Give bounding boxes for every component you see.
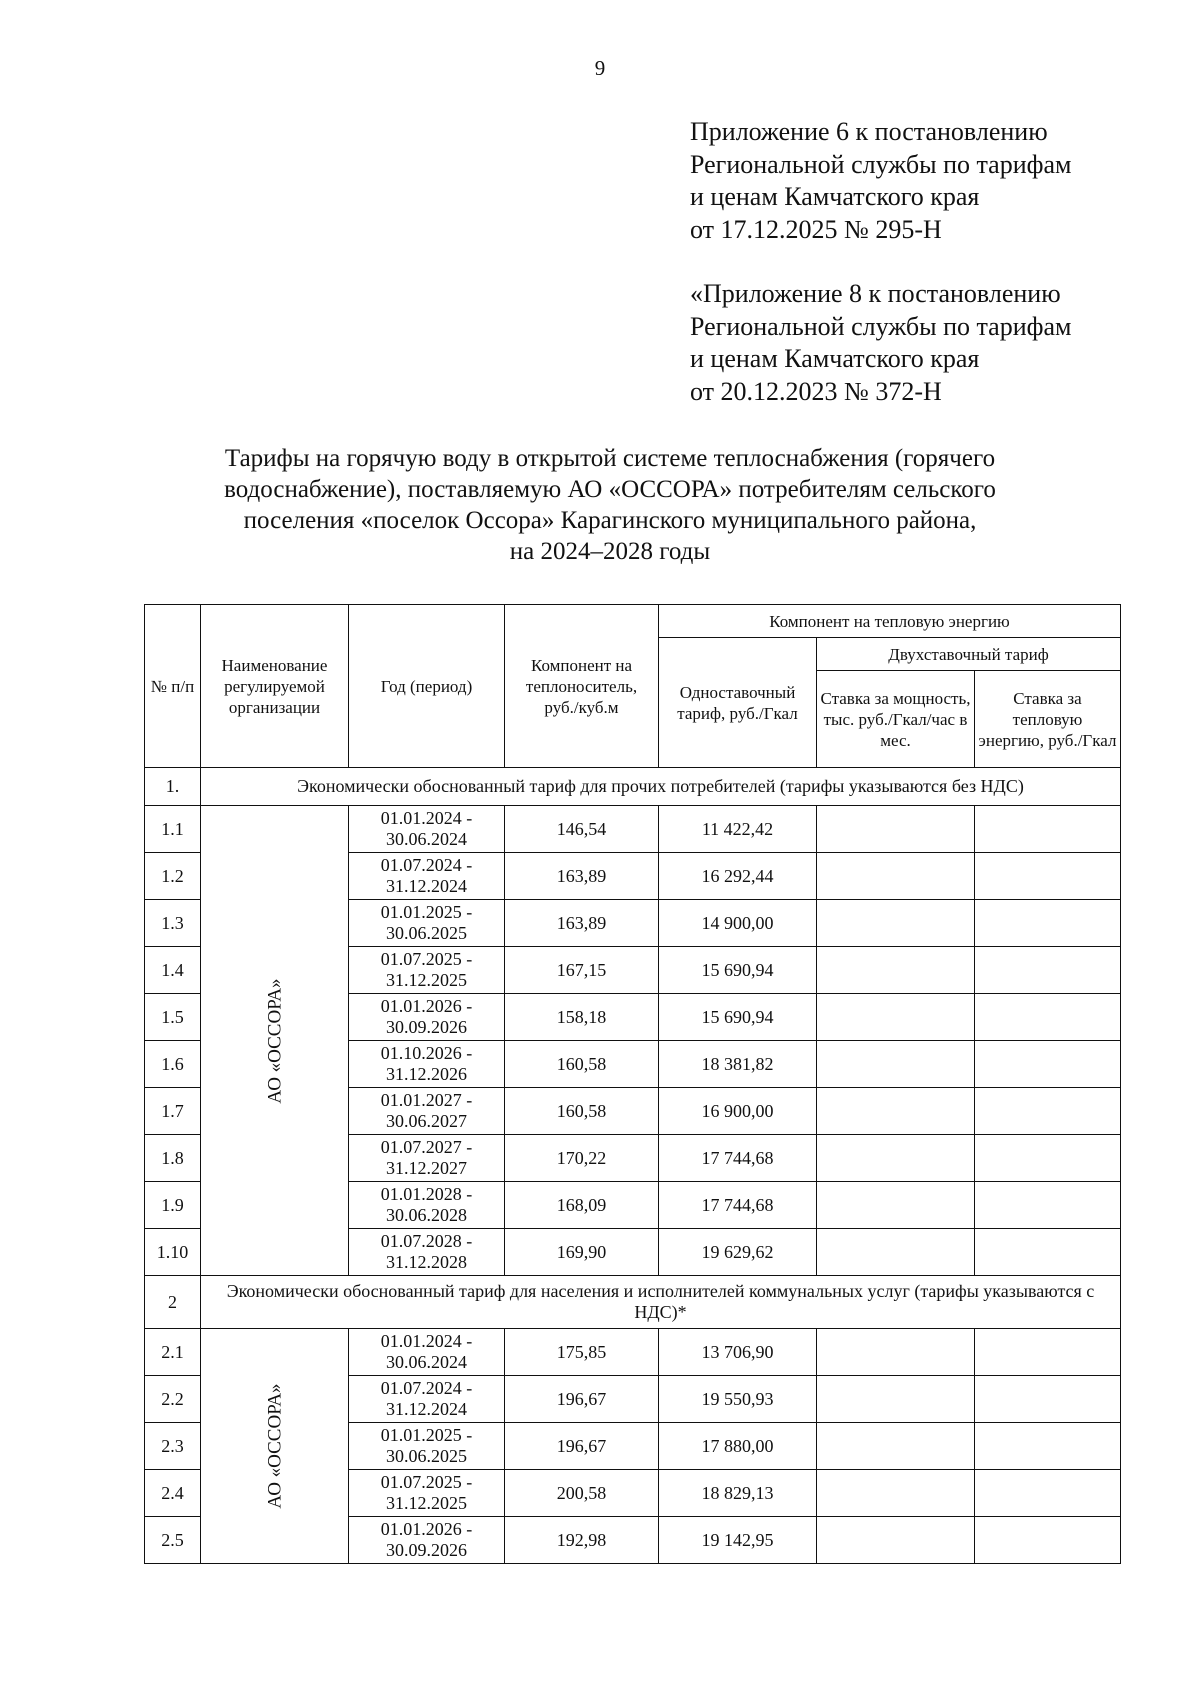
header-single-rate: Одноставочный тариф, руб./Гкал (659, 638, 817, 768)
energy-rate-value (975, 900, 1121, 947)
row-num: 1.5 (145, 994, 201, 1041)
period-cell (349, 806, 505, 853)
row-num: 2.1 (145, 1329, 201, 1376)
capacity-rate-value (817, 1376, 975, 1423)
carrier-value: 168,09 (505, 1182, 659, 1229)
single-rate-value: 16 292,44 (659, 853, 817, 900)
energy-rate-value (975, 1329, 1121, 1376)
appendix-line: и ценам Камчатского края (690, 344, 980, 373)
period-cell (349, 1229, 505, 1276)
row-num: 1.3 (145, 900, 201, 947)
carrier-value: 160,58 (505, 1088, 659, 1135)
section-num: 1. (145, 768, 201, 806)
section-header-row (145, 1276, 1121, 1329)
carrier-value: 169,90 (505, 1229, 659, 1276)
appendix-original-header (690, 278, 1071, 408)
period-end: 30.06.2025 (386, 923, 467, 943)
period-start: 01.07.2025 - (380, 949, 473, 969)
table-row (145, 1329, 1121, 1376)
capacity-rate-value (817, 1182, 975, 1229)
single-rate-value: 19 550,93 (659, 1376, 817, 1423)
section-label: Экономически обоснованный тариф для населения и исполнителей коммунальных услуг (тарифы указываются с НДС)* (201, 1276, 1121, 1329)
org-name: АО «ОССОРА» (264, 1383, 285, 1509)
appendix-line: «Приложение 8 к постановлению (690, 279, 1061, 308)
header-carrier: Компонент на теплоноситель, руб./куб.м (505, 605, 659, 768)
period-cell (349, 900, 505, 947)
energy-rate-value (975, 1423, 1121, 1470)
single-rate-value: 15 690,94 (659, 947, 817, 994)
period-end: 30.06.2025 (386, 1446, 467, 1466)
single-rate-value: 17 744,68 (659, 1135, 817, 1182)
row-num: 1.6 (145, 1041, 201, 1088)
carrier-value: 160,58 (505, 1041, 659, 1088)
single-rate-value: 17 744,68 (659, 1182, 817, 1229)
period-start: 01.01.2026 - (380, 1519, 473, 1539)
appendix-line: от 20.12.2023 № 372-Н (690, 376, 942, 406)
period-cell (349, 994, 505, 1041)
period-start: 01.07.2027 - (380, 1137, 473, 1157)
carrier-value: 175,85 (505, 1329, 659, 1376)
single-rate-value: 19 629,62 (659, 1229, 817, 1276)
single-rate-value: 16 900,00 (659, 1088, 817, 1135)
appendix-line: Приложение 6 к постановлению (690, 117, 1048, 146)
energy-rate-value (975, 1135, 1121, 1182)
section-header-row (145, 768, 1121, 806)
table-row (145, 806, 1121, 853)
period-cell (349, 1329, 505, 1376)
energy-rate-value (975, 1470, 1121, 1517)
page-number: 9 (594, 56, 606, 80)
single-rate-value: 14 900,00 (659, 900, 817, 947)
period-cell (349, 1376, 505, 1423)
row-num: 1.8 (145, 1135, 201, 1182)
energy-rate-value (975, 1088, 1121, 1135)
carrier-value: 163,89 (505, 853, 659, 900)
appendix-current-header (690, 116, 1071, 246)
period-end: 31.12.2027 (386, 1158, 467, 1178)
appendix-line: Региональной службы по тарифам (690, 149, 1072, 179)
row-num: 2.4 (145, 1470, 201, 1517)
period-end: 31.12.2025 (386, 1493, 467, 1513)
title-line: на 2024–2028 годы (509, 538, 711, 565)
capacity-rate-value (817, 1229, 975, 1276)
section-num: 2 (145, 1276, 201, 1329)
capacity-rate-value (817, 947, 975, 994)
energy-rate-value (975, 1517, 1121, 1564)
header-two-rate-group: Двухставочный тариф (817, 638, 1121, 671)
org-cell (201, 1329, 349, 1564)
row-num: 1.4 (145, 947, 201, 994)
title-line: Тарифы на горячую воду в открытой системе теплоснабжения (горячего (224, 445, 996, 472)
energy-rate-value (975, 994, 1121, 1041)
header-energy-group: Компонент на тепловую энергию (659, 605, 1121, 638)
header-num: № п/п (145, 605, 201, 768)
energy-rate-value (975, 1041, 1121, 1088)
period-start: 01.01.2026 - (380, 996, 473, 1016)
title-line: водоснабжение), поставляемую АО «ОССОРА» потребителям сельского (224, 476, 996, 503)
single-rate-value: 13 706,90 (659, 1329, 817, 1376)
title-line: поселения «поселок Оссора» Карагинского муниципального района, (243, 507, 977, 534)
carrier-value: 196,67 (505, 1376, 659, 1423)
period-end: 31.12.2024 (386, 1399, 467, 1419)
period-end: 31.12.2025 (386, 970, 467, 990)
carrier-value: 158,18 (505, 994, 659, 1041)
period-start: 01.01.2025 - (380, 1425, 473, 1445)
carrier-value: 192,98 (505, 1517, 659, 1564)
period-end: 30.06.2024 (386, 829, 467, 849)
period-end: 31.12.2028 (386, 1252, 467, 1272)
energy-rate-value (975, 1376, 1121, 1423)
energy-rate-value (975, 1182, 1121, 1229)
header-org: Наименование регулируемой организации (201, 605, 349, 768)
row-num: 1.1 (145, 806, 201, 853)
capacity-rate-value (817, 1088, 975, 1135)
period-start: 01.01.2024 - (380, 1331, 473, 1351)
carrier-value: 163,89 (505, 900, 659, 947)
period-end: 30.06.2028 (386, 1205, 467, 1225)
period-end: 31.12.2024 (386, 876, 467, 896)
header-period: Год (период) (349, 605, 505, 768)
period-start: 01.07.2028 - (380, 1231, 473, 1251)
period-end: 30.06.2024 (386, 1352, 467, 1372)
period-cell (349, 947, 505, 994)
section-label: Экономически обоснованный тариф для прочих потребителей (тарифы указываются без НДС) (201, 768, 1121, 806)
tariff-table (144, 604, 1121, 1564)
period-cell (349, 1088, 505, 1135)
single-rate-value: 15 690,94 (659, 994, 817, 1041)
capacity-rate-value (817, 1517, 975, 1564)
period-end: 31.12.2026 (386, 1064, 467, 1084)
energy-rate-value (975, 1229, 1121, 1276)
capacity-rate-value (817, 1329, 975, 1376)
capacity-rate-value (817, 900, 975, 947)
row-num: 2.3 (145, 1423, 201, 1470)
period-cell (349, 853, 505, 900)
row-num: 1.10 (145, 1229, 201, 1276)
capacity-rate-value (817, 1423, 975, 1470)
capacity-rate-value (817, 1135, 975, 1182)
energy-rate-value (975, 806, 1121, 853)
row-num: 2.5 (145, 1517, 201, 1564)
document-title (140, 443, 1080, 567)
period-cell (349, 1135, 505, 1182)
carrier-value: 146,54 (505, 806, 659, 853)
row-num: 2.2 (145, 1376, 201, 1423)
single-rate-value: 11 422,42 (659, 806, 817, 853)
period-start: 01.10.2026 - (380, 1043, 473, 1063)
single-rate-value: 18 829,13 (659, 1470, 817, 1517)
period-start: 01.01.2025 - (380, 902, 473, 922)
period-end: 30.09.2026 (386, 1540, 467, 1560)
period-cell (349, 1423, 505, 1470)
appendix-line: Региональной службы по тарифам (690, 311, 1072, 341)
period-start: 01.07.2025 - (380, 1472, 473, 1492)
period-start: 01.01.2027 - (380, 1090, 473, 1110)
carrier-value: 196,67 (505, 1423, 659, 1470)
capacity-rate-value (817, 853, 975, 900)
org-name: АО «ОССОРА» (264, 977, 285, 1104)
single-rate-value: 19 142,95 (659, 1517, 817, 1564)
header-capacity-rate: Ставка за мощность, тыс. руб./Гкал/час в мес. (817, 671, 975, 768)
period-cell (349, 1182, 505, 1229)
single-rate-value: 18 381,82 (659, 1041, 817, 1088)
carrier-value: 200,58 (505, 1470, 659, 1517)
appendix-line: и ценам Камчатского края (690, 182, 980, 211)
period-start: 01.01.2028 - (380, 1184, 473, 1204)
carrier-value: 170,22 (505, 1135, 659, 1182)
capacity-rate-value (817, 1041, 975, 1088)
header-energy-rate: Ставка за тепловую энергию, руб./Гкал (975, 671, 1121, 768)
capacity-rate-value (817, 1470, 975, 1517)
org-cell (201, 806, 349, 1276)
capacity-rate-value (817, 806, 975, 853)
period-cell (349, 1041, 505, 1088)
period-start: 01.01.2024 - (380, 808, 473, 828)
capacity-rate-value (817, 994, 975, 1041)
appendix-line: от 17.12.2025 № 295-Н (690, 214, 942, 244)
period-end: 30.06.2027 (386, 1111, 467, 1131)
energy-rate-value (975, 853, 1121, 900)
single-rate-value: 17 880,00 (659, 1423, 817, 1470)
period-start: 01.07.2024 - (380, 1378, 473, 1398)
carrier-value: 167,15 (505, 947, 659, 994)
period-start: 01.07.2024 - (380, 855, 473, 875)
period-cell (349, 1470, 505, 1517)
row-num: 1.9 (145, 1182, 201, 1229)
period-cell (349, 1517, 505, 1564)
energy-rate-value (975, 947, 1121, 994)
period-end: 30.09.2026 (386, 1017, 467, 1037)
row-num: 1.2 (145, 853, 201, 900)
row-num: 1.7 (145, 1088, 201, 1135)
